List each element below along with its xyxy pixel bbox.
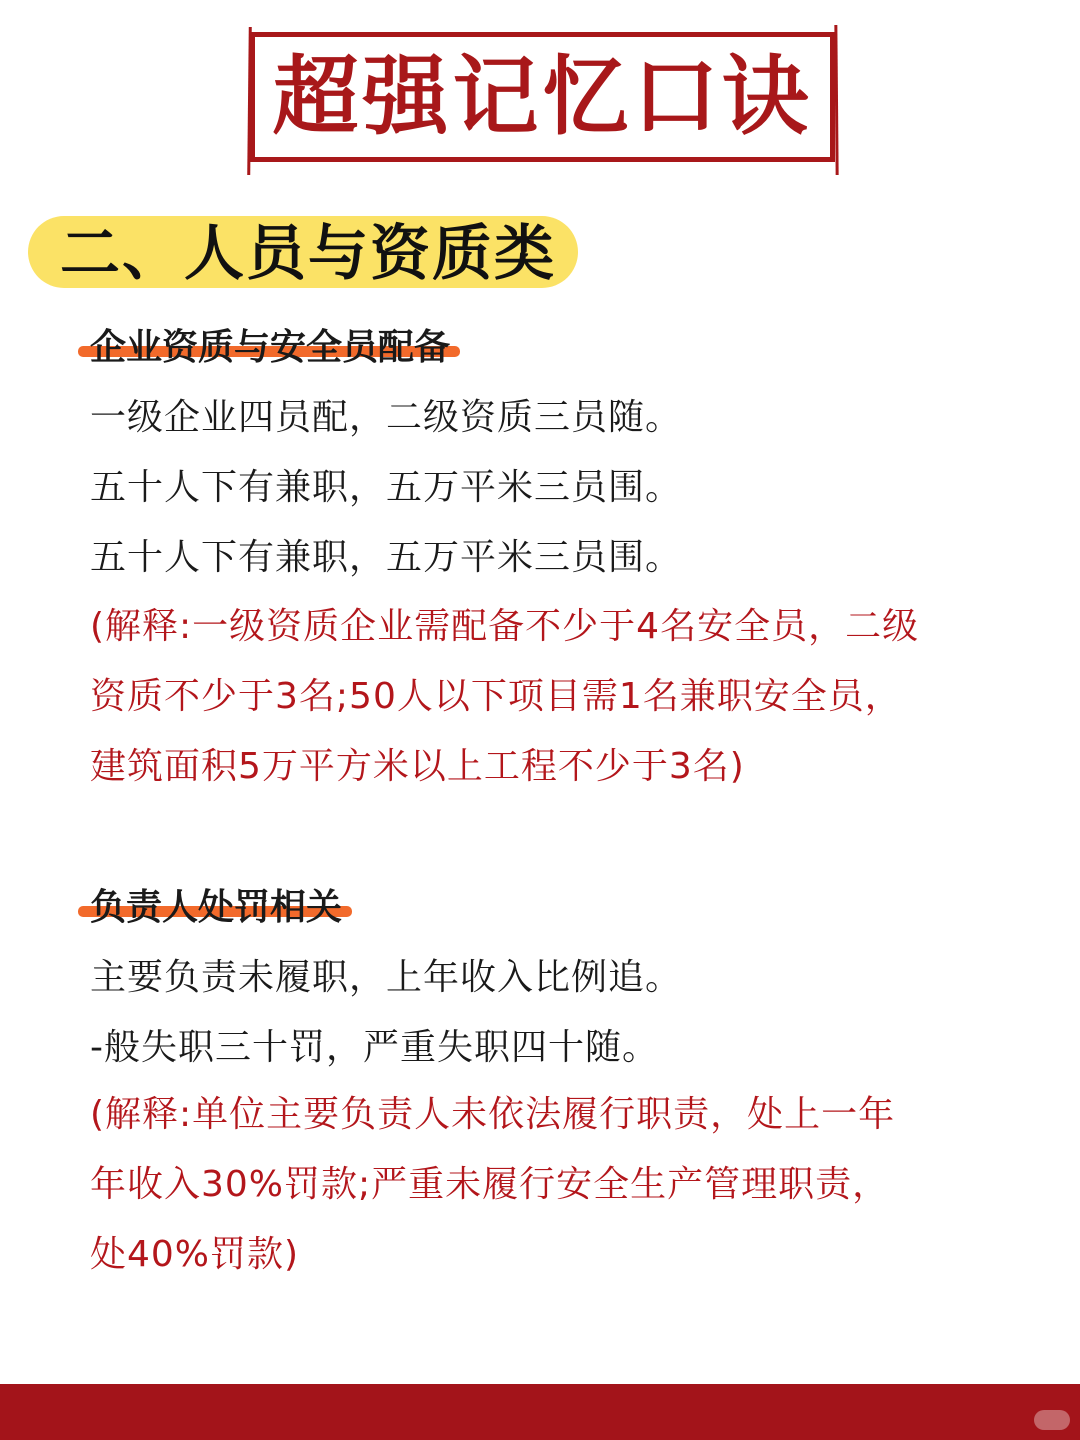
explanation-block [90,1080,1060,1290]
explanation-line: 资质不少于3名;50人以下项目需1名兼职安全员， [90,676,902,717]
subheading-qualification [90,326,450,370]
mnemonic-line: 五十人下有兼职，五万平米三员围。 [90,537,683,578]
subheading-text: 企业资质与安全员配备 [90,327,451,368]
subheading-text: 负责人处罚相关 [90,887,343,928]
explanation-block [90,592,1060,802]
mnemonic-line: 五十人下有兼职，五万平米三员围。 [90,467,683,508]
mnemonic-line: 主要负责未履职，上年收入比例追。 [90,957,683,998]
title-frame [250,32,835,162]
explanation-line: 建筑面积5万平方米以上工程不少于3名) [90,746,745,787]
explanation-line: 处40%罚款) [90,1234,300,1275]
subheading-penalty [90,886,342,930]
footer-bar [0,1384,1080,1440]
explanation-line: (解释:单位主要负责人未依法履行职责，处上一年 [90,1094,896,1135]
mnemonic-line: -般失职三十罚，严重失职四十随。 [90,1027,659,1068]
section-header: 二、人员与资质类 [60,219,556,289]
explanation-line: 年收入30%罚款;严重未履行安全生产管理职责， [90,1164,890,1205]
mnemonic-line: 一级企业四员配，二级资质三员随。 [90,397,683,438]
explanation-line: (解释:一级资质企业需配备不少于4名安全员，二级 [90,606,920,647]
page-title: 超强记忆口诀 [272,47,813,147]
watermark-logo [1034,1410,1070,1430]
